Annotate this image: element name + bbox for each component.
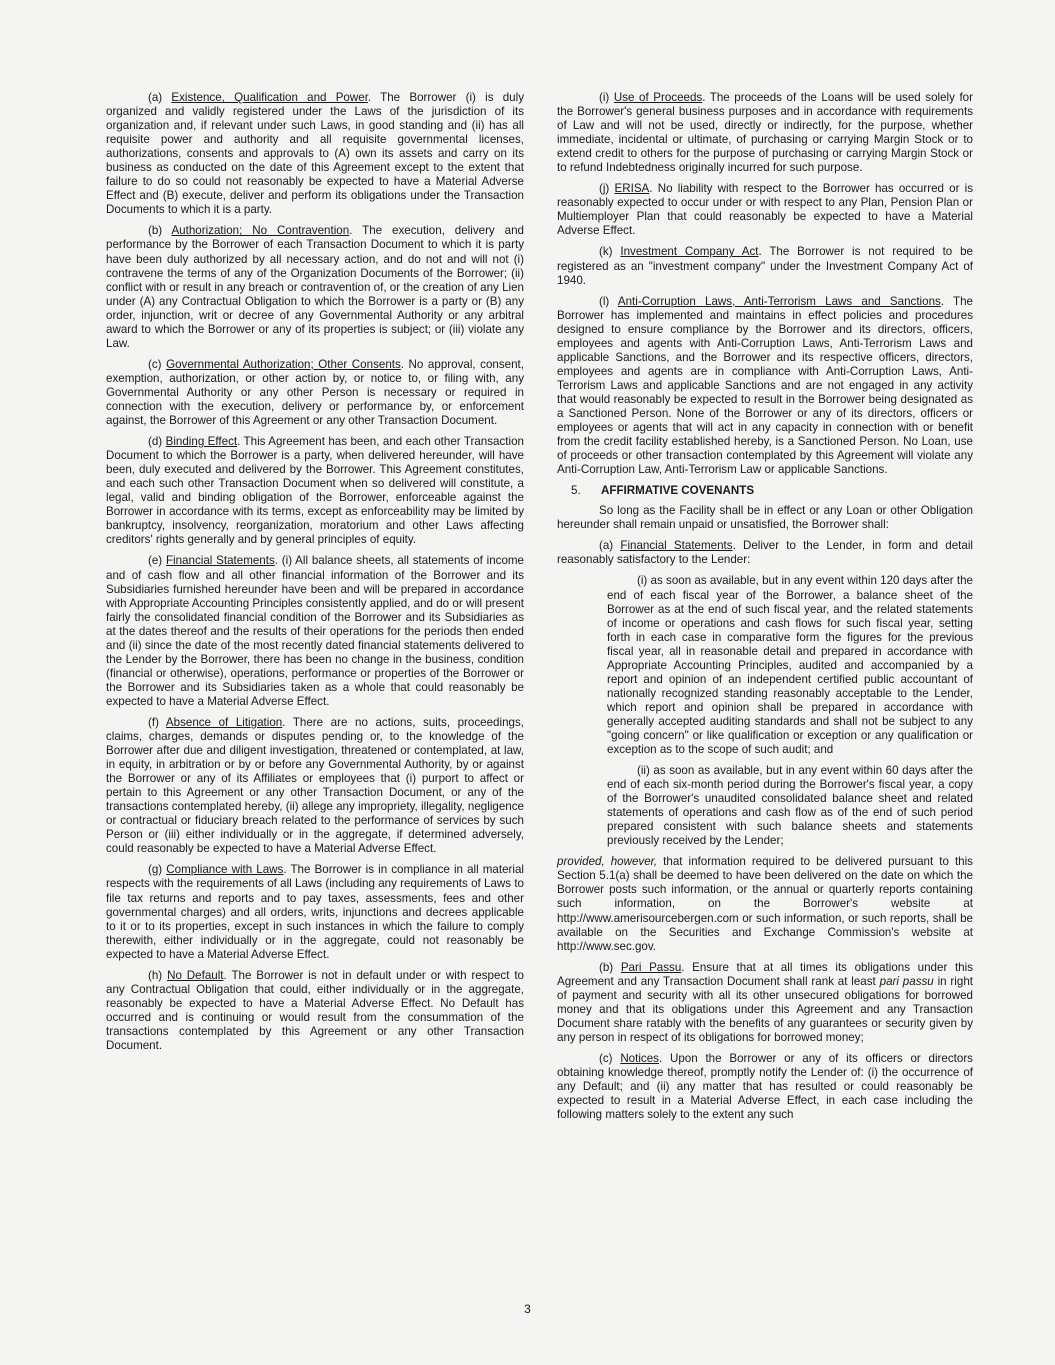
section-heading: Authorization; No Contravention <box>171 224 350 238</box>
section-5a-i: (i) as soon as available, but in any event within 120 days after the end of each fiscal year of the Borrower, a balance sheet of the Borrower as at the end of such fiscal year, and the related statements of income or operations and cash flows for such fiscal year, setting forth in each case in comparative form the figures for the previous fiscal year, all in reasonable detail and prepared in accordance with Appropriate Accounting Principles, audited and accompanied by a report and opinion of an independent certified public accountant of nationally recognized standing reasonably acceptable to the Lender, which report and opinion shall be prepared in accordance with generally accepted auditing standards and shall not be subject to any "going concern" or like qualification or exception or any qualification or exception as to the scope of such audit; and <box>607 574 973 757</box>
section-heading: Pari Passu <box>620 960 682 974</box>
section-heading: Use of Proceeds <box>613 91 703 104</box>
section-heading: Financial Statements <box>620 539 733 553</box>
section-heading: Compliance with Laws <box>166 863 284 877</box>
section-heading: No Default <box>167 968 224 982</box>
section-4f: (f) Absence of Litigation. There are no actions, suits, proceedings, claims, charges, demands or disputes pending or, to the knowledge of the Borrower after due and diligent investigation, threatened or contemplated, at law, in equity, in arbitration or by or before any Governmental Authority, by or against the Borrower or any of its Affiliates or employees that (i) purport to affect or pertain to this Agreement or any other Transaction Document, or any of the transactions contemplated hereby, (ii) allege any impropriety, illegality, negligence or contractual or fiduciary breach related to the performance of services by such Person or (iii) either individually or in the aggregate, if determined adversely, could reasonably be expected to have a Material Adverse Effect. <box>106 715 524 856</box>
section-heading: Existence, Qualification and Power <box>171 91 368 104</box>
left-column <box>106 91 524 1060</box>
section-heading: Financial Statements <box>165 554 275 568</box>
section-heading: Absence of Litigation <box>165 715 283 729</box>
section-heading: Binding Effect <box>165 435 238 449</box>
section-heading: ERISA <box>614 182 650 196</box>
page-number: 3 <box>524 1302 531 1316</box>
section-heading: Notices <box>620 1051 659 1065</box>
section-4h: (h) No Default. The Borrower is not in default under or with respect to any Contractual Obligation that could, either individually or in the aggregate, reasonably be expected to have a Material Adverse Effect. No Default has occurred and is continuing or would result from the consummation of the transactions contemplated by this Agreement or any other Transaction Document. <box>106 968 524 1052</box>
section-4d: (d) Binding Effect. This Agreement has been, and each other Transaction Document to which the Borrower is a party, when delivered hereunder, will have been, duly executed and delivered by the Borrower. This Agreement constitutes, and each such other Transaction Document when so delivered will constitute, a legal, valid and binding obligation of the Borrower, enforceable against the Borrower in accordance with its terms, except as enforceability may be limited by bankruptcy, insolvency, reorganization, moratorium and other Laws affecting creditors' rights generally and by general principles of equity. <box>106 435 524 547</box>
article-title: AFFIRMATIVE COVENANTS <box>601 484 755 498</box>
section-heading: Investment Company Act <box>620 245 759 259</box>
right-column <box>557 91 973 1129</box>
section-heading: Governmental Authorization; Other Consents <box>166 357 401 371</box>
article-number: 5. <box>571 484 581 498</box>
section-heading: Anti-Corruption Laws, Anti-Terrorism Laws and Sanctions <box>617 294 941 308</box>
section-4b: (b) Authorization; No Contravention. The execution, delivery and performance by the Borrower of each Transaction Document to which it is party have been duly authorized by all necessary action, and do not and will not (i) contravene the terms of any of the Organization Documents of the Borrower; (ii) conflict with or result in any breach or contravention of, or the creation of any Lien under (A) any Contractual Obligation to which the Borrower is a party or (B) any order, injunction, writ or decree of any Governmental Authority or any arbitral award to which the Borrower or any of its properties is subject; or (iii) violate any Law. <box>106 224 524 350</box>
section-4g: (g) Compliance with Laws. The Borrower is in compliance in all material respects with the requirements of all Laws (including any requirements of Laws to file tax returns and reports and to pay taxes, assessments, fees and other governmental charges) and all orders, writs, injunctions and decrees applicable to it or to its properties, except in such instances in which the failure to comply therewith, either individually or in the aggregate, could not reasonably be expected to have a Material Adverse Effect. <box>106 863 525 961</box>
section-4j: (j) ERISA. No liability with respect to the Borrower has occurred or is reasonably expected to occur under or with respect to any Plan, Pension Plan or Multiemployer Plan that could reasonably be expected to have a Material Adverse Effect. <box>557 182 973 238</box>
section-5a-ii: (ii) as soon as available, but in any event within 60 days after the end of each six-month period during the Borrower's fiscal year, a copy of the Borrower's unaudited consolidated balance sheet and related statements of operations and cash flow as of the end of such period prepared consistent with such balance sheets and statements previously received by the Lender; <box>607 764 973 848</box>
section-4c: (c) Governmental Authorization; Other Consents. No approval, consent, exemption, authorization, or other action by, or notice to, or filing with, any Governmental Authority or any other Person is necessary or required in connection with the execution, delivery or performance by, or enforcement against, the Borrower of this Agreement or any other Transaction Document. <box>106 357 524 428</box>
section-4e: (e) Financial Statements. (i) All balance sheets, all statements of income and of cash flow and all other financial information of the Borrower and its Subsidiaries furnished hereunder have been and will be prepared in accordance with Appropriate Accounting Principles consistently applied, and do or will present fairly the consolidated financial condition of the Borrower and its Subsidiaries as at the dates thereof and the results of their operations for the periods then ended and (ii) since the date of the most recently dated financial statements delivered to the Lender by the Borrower, there has been no change in the business, condition (financial or otherwise), operations, performance or properties of the Borrower or the Borrower and its Subsidiaries taken as a whole that could reasonably be expected to have a Material Adverse Effect. <box>106 554 525 708</box>
covenant-intro: So long as the Facility shall be in effect or any Loan or other Obligation hereunder shall remain unpaid or unsatisfied, the Borrower shall: <box>557 504 973 532</box>
proviso: provided, however, that information required to be delivered pursuant to this Section 5.1(a) shall be deemed to have been delivered on the date on which the Borrower posts such information, or the annual or quarterly reports containing such information, on the Borrower's website at http://www.amerisourcebergen.com or such information, or such reports, shall be available on the Securities and Exchange Commission's website at http://www.sec.gov. <box>557 855 973 953</box>
section-4a: (a) Existence, Qualification and Power. The Borrower (i) is duly organized and validly registered under the Laws of the jurisdiction of its organization and, if relevant under such Laws, in good standing and (ii) has all requisite power and authority and all requisite governmental licenses, authorizations, consents and approvals to (A) own its assets and carry on its business as conducted on the date of this Agreement except to the extent that failure to do so could not reasonably be expected to have a Material Adverse Effect and (B) execute, deliver and perform its obligations under the Transaction Documents to which it is a party. <box>106 91 524 217</box>
section-5b: (b) Pari Passu. Ensure that at all times its obligations under this Agreement and any Transaction Document shall rank at least pari passu in right of payment and security with all its other unsecured obligations for borrowed money and that its obligations under this Agreement and any Transaction Document share ratably with the benefits of any guarantees or security given by any person in respect of its obligations for borrowed money; <box>557 960 973 1044</box>
section-5a: (a) Financial Statements. Deliver to the Lender, in form and detail reasonably satisfactory to the Lender: <box>557 539 973 567</box>
section-5c: (c) Notices. Upon the Borrower or any of its officers or directors obtaining knowledge thereof, promptly notify the Lender of: (i) the occurrence of any Default; and (ii) any matter that has resulted or could reasonably be expected to result in a Material Adverse Effect, in each case including the following matters solely to the extent any such <box>557 1051 973 1122</box>
section-4k: (k) Investment Company Act. The Borrower is not required to be registered as an "investment company" under the Investment Company Act of 1940. <box>557 245 973 287</box>
article-heading <box>557 484 973 498</box>
section-4l: (l) Anti-Corruption Laws, Anti-Terrorism Laws and Sanctions. The Borrower has implemented and maintains in effect policies and procedures designed to ensure compliance by the Borrower and its directors, officers, employees and agents with Anti-Corruption Laws, Anti-Terrorism Laws and applicable Sanctions, and the Borrower and its respective officers, directors, employees and agents are in compliance with Anti-Corruption Laws, Anti-Terrorism Laws and applicable Sanctions and are not engaged in any activity that would reasonably be expected to result in the Borrower being designated as a Sanctioned Person. None of the Borrower or any of its directors, officers or employees or agents that will act in any capacity in connection with or benefit from the credit facility established hereby, is a Sanctioned Person. No Loan, use of proceeds or other transaction contemplated by this Agreement will violate any Anti-Corruption Law, Anti-Terrorism Law or applicable Sanctions. <box>557 294 973 477</box>
section-4i: (i) Use of Proceeds. The proceeds of the Loans will be used solely for the Borrower's general business purposes and in accordance with requirements of Law and will not be used, directly or indirectly, for the purpose, whether immediate, incidental or ultimate, of purchasing or carrying Margin Stock or to extend credit to others for the purpose of purchasing or carrying Margin Stock or to refund Indebtedness originally incurred for such purpose. <box>557 91 973 175</box>
